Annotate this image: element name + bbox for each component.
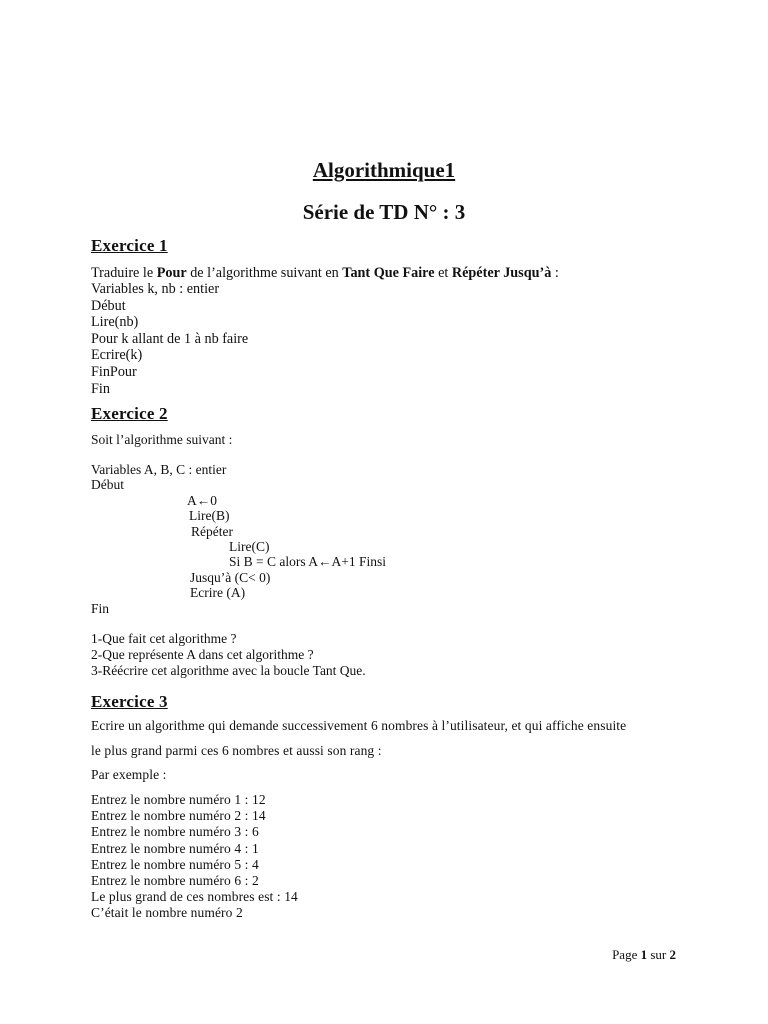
exercise-1-intro: Traduire le Pour de l’algorithme suivant en Tant Que Faire et Répéter Jusqu’à : (91, 265, 559, 281)
exercise-2-questions (91, 631, 366, 680)
example-line: Entrez le nombre numéro 1 : 12 (91, 792, 266, 807)
exercise-3-heading: Exercice 3 (91, 692, 168, 711)
code-line: FinPour (91, 363, 137, 380)
example-line: C’était le nombre numéro 2 (91, 905, 243, 921)
code-line: Début (91, 477, 124, 492)
example-line: Entrez le nombre numéro 2 : 14 (91, 808, 266, 824)
example-line: Entrez le nombre numéro 4 : 1 (91, 840, 259, 856)
code-line: Fin (91, 380, 110, 397)
code-line: Ecrire(k) (91, 347, 143, 364)
question-item: 3-Réécrire cet algorithme avec la boucle Tant Que. (91, 663, 366, 679)
code-line: Variables A, B, C : entier (91, 462, 227, 477)
exercise-2-intro: Soit l’algorithme suivant : (91, 432, 233, 447)
code-line: Variables k, nb : entier (91, 281, 220, 297)
example-line: Le plus grand de ces nombres est : 14 (91, 889, 298, 905)
code-line: Lire(B) (189, 508, 230, 523)
question-item: 1-Que fait cet algorithme ? (91, 631, 237, 646)
code-line: Fin (91, 601, 110, 616)
code-line: A←0 (187, 493, 217, 508)
code-line: Lire(nb) (91, 314, 139, 331)
code-line: Pour k allant de 1 à nb faire (91, 330, 249, 347)
code-line: Ecrire (A) (190, 585, 246, 600)
code-line: Lire(C) (229, 539, 270, 554)
exercise-3-statement-line2: le plus grand parmi ces 6 nombres et aussi son rang : (91, 743, 382, 758)
example-line: Entrez le nombre numéro 6 : 2 (91, 873, 259, 889)
exercise-3-statement-line1: Ecrire un algorithme qui demande successivement 6 nombres à l’utilisateur, et qui affiche ensuite (91, 718, 627, 733)
code-line: Répéter (191, 524, 233, 539)
example-output (91, 792, 298, 922)
code-line: Si B = C alors A←A+1 Finsi (229, 554, 387, 569)
example-line: Entrez le nombre numéro 5 : 4 (91, 856, 259, 872)
exercise-1-heading: Exercice 1 (91, 236, 168, 255)
document-subtitle: Série de TD N° : 3 (302, 200, 466, 224)
example-line: Entrez le nombre numéro 3 : 6 (91, 824, 259, 840)
example-label: Par exemple : (91, 767, 167, 782)
exercise-2-heading: Exercice 2 (91, 404, 168, 423)
question-item: 2-Que représente A dans cet algorithme ? (91, 647, 314, 663)
document-title: Algorithmique1 (312, 158, 456, 182)
exercise-1-code (91, 281, 248, 397)
code-line: Début (91, 297, 126, 314)
page-number: Page 1 sur 2 (612, 947, 676, 962)
code-line: Jusqu’à (C< 0) (190, 570, 271, 585)
